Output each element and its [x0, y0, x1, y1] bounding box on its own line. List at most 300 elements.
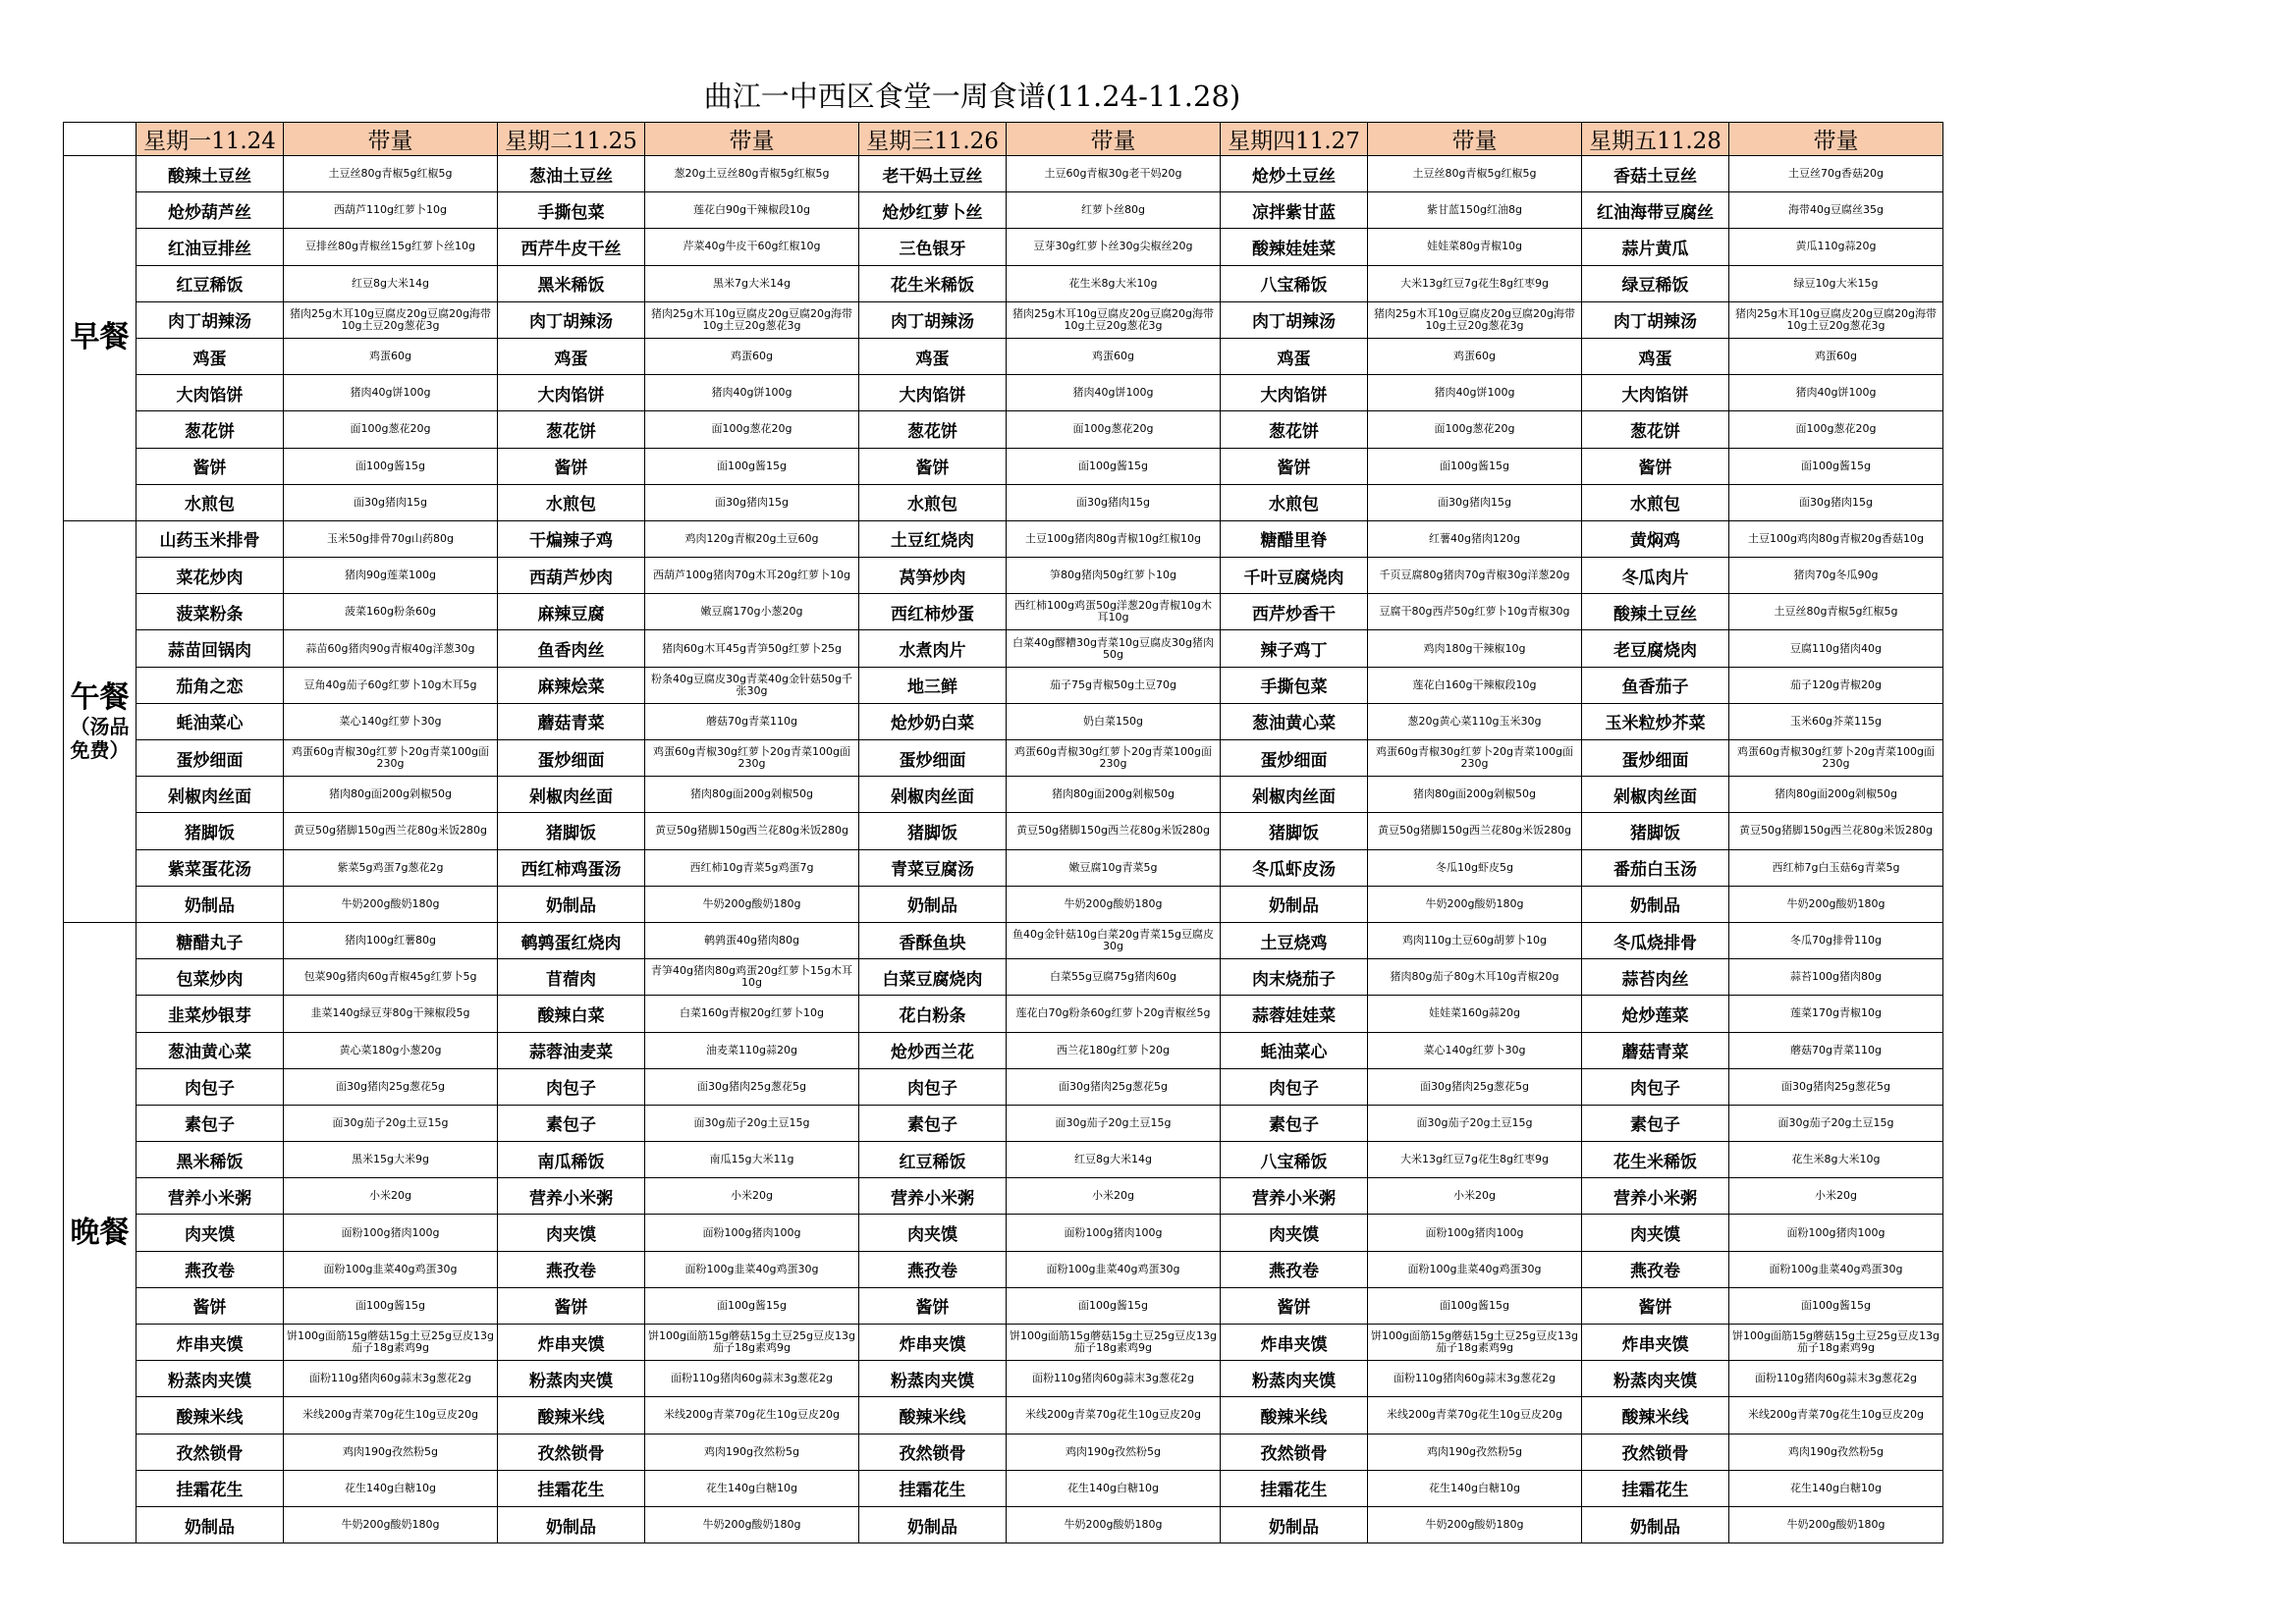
- dish-name: 酱饼: [137, 448, 284, 484]
- dish-quantity: 菠菜160g粉条60g: [284, 594, 498, 630]
- dish-name: 燕孜卷: [1582, 1251, 1729, 1287]
- header-row: [64, 123, 1943, 156]
- dish-name: 营养小米粥: [498, 1178, 645, 1215]
- dish-name: 营养小米粥: [859, 1178, 1007, 1215]
- dish-name: 肉丁胡辣汤: [1582, 301, 1729, 338]
- dish-quantity: 南瓜15g大米11g: [645, 1142, 859, 1178]
- dish-quantity: 面100g葱花20g: [1007, 411, 1221, 448]
- dish-quantity: 小米20g: [645, 1178, 859, 1215]
- dish-name: 奶制品: [1582, 886, 1729, 922]
- dish-name: 鸡蛋: [1221, 338, 1368, 374]
- dish-quantity: 面30g猪肉15g: [1368, 484, 1582, 520]
- dish-name: 西红柿鸡蛋汤: [498, 849, 645, 886]
- dish-quantity: 西兰花180g红萝卜20g: [1007, 1032, 1221, 1068]
- dish-quantity: 面100g葱花20g: [284, 411, 498, 448]
- header-thu-qty: 带量: [1368, 123, 1582, 156]
- dish-quantity: 土豆100g鸡肉80g青椒20g香菇10g: [1729, 520, 1943, 557]
- dish-name: 奶制品: [859, 886, 1007, 922]
- dish-name: 肉夹馍: [498, 1215, 645, 1251]
- dish-name: 奶制品: [1221, 1506, 1368, 1543]
- dish-name: 炝炒西兰花: [859, 1032, 1007, 1068]
- dish-name: 葱花饼: [1221, 411, 1368, 448]
- dish-quantity: 面粉100g猪肉100g: [1007, 1215, 1221, 1251]
- dish-quantity: 面粉100g韭菜40g鸡蛋30g: [284, 1251, 498, 1287]
- dish-quantity: 黄瓜110g蒜20g: [1729, 229, 1943, 265]
- dish-name: 鱼香肉丝: [498, 630, 645, 667]
- dish-quantity: 红豆8g大米14g: [284, 265, 498, 301]
- dish-name: 肉夹馍: [1221, 1215, 1368, 1251]
- dish-name: 奶制品: [859, 1506, 1007, 1543]
- dish-name: 凉拌紫甘蓝: [1221, 192, 1368, 229]
- dish-name: 手撕包菜: [498, 192, 645, 229]
- dish-name: 肉夹馍: [1582, 1215, 1729, 1251]
- dish-name: 黄焖鸡: [1582, 520, 1729, 557]
- menu-row: [64, 338, 1943, 374]
- dish-name: 麻辣豆腐: [498, 594, 645, 630]
- header-wed: 星期三11.26: [859, 123, 1007, 156]
- dish-name: 土豆烧鸡: [1221, 922, 1368, 958]
- dish-name: 香酥鱼块: [859, 922, 1007, 958]
- dish-quantity: 面粉100g韭菜40g鸡蛋30g: [1368, 1251, 1582, 1287]
- dish-quantity: 猪肉40g饼100g: [1729, 375, 1943, 411]
- dish-quantity: 鸡蛋60g: [1729, 338, 1943, 374]
- dish-name: 水煎包: [1221, 484, 1368, 520]
- dish-quantity: 饼100g面筋15g蘑菇15g土豆25g豆皮13g茄子18g素鸡9g: [1729, 1325, 1943, 1361]
- dish-name: 孜然锁骨: [1582, 1434, 1729, 1470]
- dish-quantity: 小米20g: [1729, 1178, 1943, 1215]
- dish-quantity: 米线200g青菜70g花生10g豆皮20g: [284, 1397, 498, 1434]
- dish-quantity: 面粉100g韭菜40g鸡蛋30g: [1729, 1251, 1943, 1287]
- dish-name: 红油海带豆腐丝: [1582, 192, 1729, 229]
- dish-quantity: 花生140g白糖10g: [1007, 1470, 1221, 1506]
- dish-name: 干煸辣子鸡: [498, 520, 645, 557]
- dish-name: 奶制品: [498, 886, 645, 922]
- dish-quantity: 菜心140g红萝卜30g: [284, 703, 498, 739]
- dish-name: 蛋炒细面: [859, 740, 1007, 777]
- dish-quantity: 面粉100g猪肉100g: [284, 1215, 498, 1251]
- dish-quantity: 黄豆50g猪脚150g西兰花80g米饭280g: [1007, 813, 1221, 849]
- dish-name: 水煎包: [859, 484, 1007, 520]
- dish-name: 剁椒肉丝面: [137, 777, 284, 813]
- dish-quantity: 黄豆50g猪脚150g西兰花80g米饭280g: [645, 813, 859, 849]
- dish-quantity: 冬瓜70g排骨110g: [1729, 922, 1943, 958]
- dish-name: 黑米稀饭: [498, 265, 645, 301]
- dish-name: 土豆红烧肉: [859, 520, 1007, 557]
- menu-row: [64, 301, 1943, 338]
- dish-quantity: 黄心菜180g小葱20g: [284, 1032, 498, 1068]
- dish-quantity: 面粉110g猪肉60g蒜末3g葱花2g: [1007, 1361, 1221, 1397]
- header-mon-qty: 带量: [284, 123, 498, 156]
- dish-name: 大肉馅饼: [498, 375, 645, 411]
- dish-quantity: 面30g茄子20g土豆15g: [284, 1105, 498, 1141]
- dish-quantity: 鸡肉110g土豆60g胡萝卜10g: [1368, 922, 1582, 958]
- menu-row: [64, 1361, 1943, 1397]
- dish-quantity: 面30g猪肉15g: [645, 484, 859, 520]
- dish-name: 炝炒奶白菜: [859, 703, 1007, 739]
- dish-name: 鹌鹑蛋红烧肉: [498, 922, 645, 958]
- dish-quantity: 小米20g: [1007, 1178, 1221, 1215]
- dish-name: 手撕包菜: [1221, 667, 1368, 703]
- dish-name: 蒜苔肉丝: [1582, 959, 1729, 996]
- meal-label: [64, 922, 137, 1543]
- dish-quantity: 面粉110g猪肉60g蒜末3g葱花2g: [284, 1361, 498, 1397]
- dish-name: 酸辣米线: [137, 1397, 284, 1434]
- dish-quantity: 面100g葱花20g: [645, 411, 859, 448]
- menu-row: [64, 1397, 1943, 1434]
- dish-quantity: 鸡蛋60g青椒30g红萝卜20g青菜100g面230g: [1007, 740, 1221, 777]
- dish-quantity: 大米13g红豆7g花生8g红枣9g: [1368, 265, 1582, 301]
- dish-quantity: 土豆丝70g香菇20g: [1729, 156, 1943, 192]
- dish-name: 奶制品: [1582, 1506, 1729, 1543]
- dish-name: 葱花饼: [1582, 411, 1729, 448]
- dish-quantity: 猪肉80g面200g剁椒50g: [1007, 777, 1221, 813]
- dish-quantity: 豆排丝80g青椒丝15g红萝卜丝10g: [284, 229, 498, 265]
- dish-quantity: 牛奶200g酸奶180g: [1007, 886, 1221, 922]
- dish-quantity: 绿豆10g大米15g: [1729, 265, 1943, 301]
- dish-name: 肉丁胡辣汤: [137, 301, 284, 338]
- dish-name: 孜然锁骨: [498, 1434, 645, 1470]
- dish-quantity: 面100g酱15g: [284, 1287, 498, 1324]
- dish-name: 燕孜卷: [859, 1251, 1007, 1287]
- dish-name: 花白粉条: [859, 996, 1007, 1032]
- dish-name: 酸辣米线: [1221, 1397, 1368, 1434]
- dish-quantity: 豆腐干80g西芹50g红萝卜10g青椒30g: [1368, 594, 1582, 630]
- dish-quantity: 海带40g豆腐丝35g: [1729, 192, 1943, 229]
- dish-name: 八宝稀饭: [1221, 265, 1368, 301]
- dish-name: 鸡蛋: [1582, 338, 1729, 374]
- dish-quantity: 蒜苗60g猪肉90g青椒40g洋葱30g: [284, 630, 498, 667]
- dish-name: 白菜豆腐烧肉: [859, 959, 1007, 996]
- dish-name: 肉末烧茄子: [1221, 959, 1368, 996]
- dish-quantity: 猪肉40g饼100g: [1368, 375, 1582, 411]
- dish-quantity: 花生米8g大米10g: [1729, 1142, 1943, 1178]
- dish-quantity: 饼100g面筋15g蘑菇15g土豆25g豆皮13g茄子18g素鸡9g: [645, 1325, 859, 1361]
- menu-row: [64, 1506, 1943, 1543]
- dish-quantity: 牛奶200g酸奶180g: [1368, 886, 1582, 922]
- dish-name: 肉夹馍: [859, 1215, 1007, 1251]
- dish-name: 千叶豆腐烧肉: [1221, 558, 1368, 594]
- dish-name: 蚝油菜心: [1221, 1032, 1368, 1068]
- dish-quantity: 面30g茄子20g土豆15g: [1729, 1105, 1943, 1141]
- dish-name: 绿豆稀饭: [1582, 265, 1729, 301]
- dish-quantity: 面粉100g猪肉100g: [1729, 1215, 1943, 1251]
- dish-name: 酱饼: [1582, 448, 1729, 484]
- dish-quantity: 茄子75g青椒50g土豆70g: [1007, 667, 1221, 703]
- dish-quantity: 土豆丝80g青椒5g红椒5g: [1368, 156, 1582, 192]
- dish-name: 酸辣娃娃菜: [1221, 229, 1368, 265]
- dish-quantity: 茄子120g青椒20g: [1729, 667, 1943, 703]
- dish-quantity: 笋80g猪肉50g红萝卜10g: [1007, 558, 1221, 594]
- menu-row: [64, 192, 1943, 229]
- dish-quantity: 西红柿100g鸡蛋50g洋葱20g青椒10g木耳10g: [1007, 594, 1221, 630]
- dish-quantity: 面30g茄子20g土豆15g: [1007, 1105, 1221, 1141]
- dish-name: 冬瓜虾皮汤: [1221, 849, 1368, 886]
- dish-name: 葱花饼: [137, 411, 284, 448]
- dish-quantity: 豆角40g茄子60g红萝卜10g木耳5g: [284, 667, 498, 703]
- dish-quantity: 面粉100g韭菜40g鸡蛋30g: [1007, 1251, 1221, 1287]
- dish-name: 大肉馅饼: [1221, 375, 1368, 411]
- dish-quantity: 白菜160g青椒20g红萝卜10g: [645, 996, 859, 1032]
- dish-quantity: 鸡蛋60g青椒30g红萝卜20g青菜100g面230g: [1368, 740, 1582, 777]
- dish-quantity: 面粉110g猪肉60g蒜末3g葱花2g: [645, 1361, 859, 1397]
- dish-quantity: 鱼40g金针菇10g白菜20g青菜15g豆腐皮30g: [1007, 922, 1221, 958]
- dish-name: 营养小米粥: [1221, 1178, 1368, 1215]
- dish-quantity: 紫菜5g鸡蛋7g葱花2g: [284, 849, 498, 886]
- dish-name: 剁椒肉丝面: [859, 777, 1007, 813]
- dish-name: 大肉馅饼: [1582, 375, 1729, 411]
- dish-quantity: 面30g猪肉15g: [1729, 484, 1943, 520]
- dish-name: 炝炒莲菜: [1582, 996, 1729, 1032]
- dish-name: 奶制品: [137, 1506, 284, 1543]
- dish-name: 蒜苗回锅肉: [137, 630, 284, 667]
- dish-name: 炸串夹馍: [1221, 1325, 1368, 1361]
- dish-quantity: 小米20g: [284, 1178, 498, 1215]
- dish-quantity: 面100g葱花20g: [1368, 411, 1582, 448]
- dish-name: 奶制品: [498, 1506, 645, 1543]
- dish-quantity: 猪肉80g面200g剁椒50g: [645, 777, 859, 813]
- dish-quantity: 猪肉25g木耳10g豆腐皮20g豆腐20g海带10g土豆20g葱花3g: [645, 301, 859, 338]
- dish-name: 包菜炒肉: [137, 959, 284, 996]
- dish-quantity: 土豆60g青椒30g老干妈20g: [1007, 156, 1221, 192]
- dish-quantity: 包菜90g猪肉60g青椒45g红萝卜5g: [284, 959, 498, 996]
- dish-name: 鸡蛋: [859, 338, 1007, 374]
- menu-row: [64, 777, 1943, 813]
- dish-name: 肉包子: [859, 1068, 1007, 1105]
- dish-quantity: 牛奶200g酸奶180g: [645, 1506, 859, 1543]
- dish-quantity: 冬瓜10g虾皮5g: [1368, 849, 1582, 886]
- dish-quantity: 牛奶200g酸奶180g: [1368, 1506, 1582, 1543]
- dish-quantity: 蘑菇70g青菜110g: [1729, 1032, 1943, 1068]
- meal-name: 晚餐: [70, 1215, 130, 1250]
- dish-quantity: 面100g酱15g: [1368, 448, 1582, 484]
- dish-name: 营养小米粥: [137, 1178, 284, 1215]
- dish-quantity: 葱20g黄心菜110g玉米30g: [1368, 703, 1582, 739]
- dish-quantity: 青笋40g猪肉80g鸡蛋20g红萝卜15g木耳10g: [645, 959, 859, 996]
- dish-quantity: 鸡肉190g孜然粉5g: [1007, 1434, 1221, 1470]
- dish-name: 猪脚饭: [498, 813, 645, 849]
- menu-row: [64, 740, 1943, 777]
- dish-name: 西红柿炒蛋: [859, 594, 1007, 630]
- dish-quantity: 花生140g白糖10g: [1368, 1470, 1582, 1506]
- dish-quantity: 面30g茄子20g土豆15g: [1368, 1105, 1582, 1141]
- menu-row: [64, 1105, 1943, 1141]
- dish-quantity: 黄豆50g猪脚150g西兰花80g米饭280g: [1729, 813, 1943, 849]
- dish-quantity: 娃娃菜160g蒜20g: [1368, 996, 1582, 1032]
- dish-name: 黑米稀饭: [137, 1142, 284, 1178]
- dish-quantity: 鸡肉120g青椒20g土豆60g: [645, 520, 859, 557]
- dish-name: 肉包子: [498, 1068, 645, 1105]
- dish-name: 酸辣米线: [1582, 1397, 1729, 1434]
- header-blank: [64, 123, 137, 156]
- dish-quantity: 猪肉100g红薯80g: [284, 922, 498, 958]
- dish-name: 挂霜花生: [498, 1470, 645, 1506]
- dish-quantity: 菜心140g红萝卜30g: [1368, 1032, 1582, 1068]
- dish-name: 剁椒肉丝面: [498, 777, 645, 813]
- dish-name: 辣子鸡丁: [1221, 630, 1368, 667]
- dish-name: 红油豆排丝: [137, 229, 284, 265]
- dish-name: 紫菜蛋花汤: [137, 849, 284, 886]
- dish-name: 三色银牙: [859, 229, 1007, 265]
- dish-name: 大肉馅饼: [859, 375, 1007, 411]
- dish-name: 酸辣土豆丝: [137, 156, 284, 192]
- dish-quantity: 娃娃菜80g青椒10g: [1368, 229, 1582, 265]
- dish-quantity: 面粉110g猪肉60g蒜末3g葱花2g: [1368, 1361, 1582, 1397]
- dish-name: 茄角之恋: [137, 667, 284, 703]
- dish-name: 香菇土豆丝: [1582, 156, 1729, 192]
- dish-quantity: 牛奶200g酸奶180g: [284, 1506, 498, 1543]
- dish-quantity: 面100g酱15g: [1007, 1287, 1221, 1324]
- dish-quantity: 猪肉25g木耳10g豆腐皮20g豆腐20g海带10g土豆20g葱花3g: [1729, 301, 1943, 338]
- dish-name: 酱饼: [498, 448, 645, 484]
- dish-quantity: 面100g酱15g: [1729, 448, 1943, 484]
- dish-quantity: 黄豆50g猪脚150g西兰花80g米饭280g: [1368, 813, 1582, 849]
- dish-name: 蚝油菜心: [137, 703, 284, 739]
- dish-quantity: 西红柿7g白玉菇6g青菜5g: [1729, 849, 1943, 886]
- menu-row: [64, 667, 1943, 703]
- dish-quantity: 土豆丝80g青椒5g红椒5g: [284, 156, 498, 192]
- dish-name: 花生米稀饭: [1582, 1142, 1729, 1178]
- dish-name: 苜蓿肉: [498, 959, 645, 996]
- weekly-menu-table: [63, 122, 1943, 1543]
- header-thu: 星期四11.27: [1221, 123, 1368, 156]
- menu-row: [64, 411, 1943, 448]
- dish-quantity: 鸡肉180g干辣椒10g: [1368, 630, 1582, 667]
- dish-quantity: 猪肉40g饼100g: [1007, 375, 1221, 411]
- menu-row: [64, 996, 1943, 1032]
- dish-name: 鸡蛋: [498, 338, 645, 374]
- dish-quantity: 面30g猪肉15g: [284, 484, 498, 520]
- dish-quantity: 鸡蛋60g: [284, 338, 498, 374]
- dish-name: 酱饼: [859, 1287, 1007, 1324]
- dish-name: 炸串夹馍: [498, 1325, 645, 1361]
- dish-name: 素包子: [1221, 1105, 1368, 1141]
- dish-quantity: 西葫芦110g红萝卜10g: [284, 192, 498, 229]
- dish-name: 葱油黄心菜: [1221, 703, 1368, 739]
- dish-name: 红豆稀饭: [137, 265, 284, 301]
- dish-name: 鸡蛋: [137, 338, 284, 374]
- dish-quantity: 红豆8g大米14g: [1007, 1142, 1221, 1178]
- dish-name: 奶制品: [1221, 886, 1368, 922]
- dish-quantity: 蒜苔100g猪肉80g: [1729, 959, 1943, 996]
- header-tue-qty: 带量: [645, 123, 859, 156]
- dish-name: 蛋炒细面: [1221, 740, 1368, 777]
- dish-quantity: 饼100g面筋15g蘑菇15g土豆25g豆皮13g茄子18g素鸡9g: [284, 1325, 498, 1361]
- dish-quantity: 芹菜40g牛皮干60g红椒10g: [645, 229, 859, 265]
- dish-quantity: 面30g猪肉25g葱花5g: [645, 1068, 859, 1105]
- header-fri-qty: 带量: [1729, 123, 1943, 156]
- menu-row: [64, 849, 1943, 886]
- dish-quantity: 饼100g面筋15g蘑菇15g土豆25g豆皮13g茄子18g素鸡9g: [1007, 1325, 1221, 1361]
- dish-name: 糖醋丸子: [137, 922, 284, 958]
- dish-quantity: 紫甘蓝150g红油8g: [1368, 192, 1582, 229]
- dish-name: 剁椒肉丝面: [1221, 777, 1368, 813]
- dish-name: 燕孜卷: [498, 1251, 645, 1287]
- dish-quantity: 豆腐110g猪肉40g: [1729, 630, 1943, 667]
- menu-row: [64, 1325, 1943, 1361]
- dish-quantity: 黄豆50g猪脚150g西兰花80g米饭280g: [284, 813, 498, 849]
- dish-quantity: 葱20g土豆丝80g青椒5g红椒5g: [645, 156, 859, 192]
- dish-quantity: 鸡蛋60g: [645, 338, 859, 374]
- dish-name: 菜花炒肉: [137, 558, 284, 594]
- dish-quantity: 面100g葱花20g: [1729, 411, 1943, 448]
- dish-name: 水煎包: [137, 484, 284, 520]
- dish-name: 青菜豆腐汤: [859, 849, 1007, 886]
- dish-quantity: 米线200g青菜70g花生10g豆皮20g: [1368, 1397, 1582, 1434]
- menu-row: [64, 1178, 1943, 1215]
- dish-name: 营养小米粥: [1582, 1178, 1729, 1215]
- dish-quantity: 面粉100g韭菜40g鸡蛋30g: [645, 1251, 859, 1287]
- menu-row: [64, 229, 1943, 265]
- dish-quantity: 油麦菜110g蒜20g: [645, 1032, 859, 1068]
- header-wed-qty: 带量: [1007, 123, 1221, 156]
- header-tue: 星期二11.25: [498, 123, 645, 156]
- meal-note: （汤品免费）: [70, 714, 130, 762]
- meal-label: [64, 520, 137, 922]
- dish-quantity: 小米20g: [1368, 1178, 1582, 1215]
- meal-label: [64, 156, 137, 521]
- dish-name: 糖醋里脊: [1221, 520, 1368, 557]
- dish-quantity: 猪肉80g面200g剁椒50g: [284, 777, 498, 813]
- dish-quantity: 猪肉90g莲菜100g: [284, 558, 498, 594]
- menu-row: [64, 1215, 1943, 1251]
- dish-name: 肉包子: [1582, 1068, 1729, 1105]
- dish-name: 蘑菇青菜: [498, 703, 645, 739]
- dish-name: 猪脚饭: [1582, 813, 1729, 849]
- dish-name: 猪脚饭: [137, 813, 284, 849]
- menu-row: [64, 1434, 1943, 1470]
- dish-name: 蛋炒细面: [498, 740, 645, 777]
- dish-quantity: 土豆丝80g青椒5g红椒5g: [1729, 594, 1943, 630]
- dish-quantity: 面30g猪肉25g葱花5g: [1729, 1068, 1943, 1105]
- dish-quantity: 白菜55g豆腐75g猪肉60g: [1007, 959, 1221, 996]
- dish-quantity: 牛奶200g酸奶180g: [645, 886, 859, 922]
- dish-name: 粉蒸肉夹馍: [137, 1361, 284, 1397]
- menu-row: [64, 1032, 1943, 1068]
- dish-quantity: 鸡蛋60g青椒30g红萝卜20g青菜100g面230g: [284, 740, 498, 777]
- dish-name: 酱饼: [498, 1287, 645, 1324]
- dish-name: 西芹炒香干: [1221, 594, 1368, 630]
- dish-quantity: 鸡蛋60g青椒30g红萝卜20g青菜100g面230g: [645, 740, 859, 777]
- dish-quantity: 鸡肉190g孜然粉5g: [1368, 1434, 1582, 1470]
- menu-row: [64, 813, 1943, 849]
- menu-row: [64, 1068, 1943, 1105]
- dish-name: 蛋炒细面: [1582, 740, 1729, 777]
- dish-quantity: 面粉100g猪肉100g: [645, 1215, 859, 1251]
- dish-name: 炝炒红萝卜丝: [859, 192, 1007, 229]
- menu-row: [64, 886, 1943, 922]
- dish-quantity: 黑米7g大米14g: [645, 265, 859, 301]
- dish-name: 素包子: [1582, 1105, 1729, 1141]
- dish-quantity: 鸡蛋60g: [1007, 338, 1221, 374]
- menu-body: [64, 156, 1943, 1543]
- dish-name: 挂霜花生: [1582, 1470, 1729, 1506]
- dish-name: 挂霜花生: [137, 1470, 284, 1506]
- dish-name: 莴笋炒肉: [859, 558, 1007, 594]
- dish-name: 酸辣土豆丝: [1582, 594, 1729, 630]
- dish-name: 酱饼: [1221, 448, 1368, 484]
- dish-name: 西葫芦炒肉: [498, 558, 645, 594]
- dish-name: 老干妈土豆丝: [859, 156, 1007, 192]
- dish-name: 肉丁胡辣汤: [859, 301, 1007, 338]
- dish-name: 孜然锁骨: [137, 1434, 284, 1470]
- dish-quantity: 大米13g红豆7g花生8g红枣9g: [1368, 1142, 1582, 1178]
- dish-quantity: 粉条40g豆腐皮30g青菜40g金针菇50g千张30g: [645, 667, 859, 703]
- dish-name: 酸辣白菜: [498, 996, 645, 1032]
- dish-name: 冬瓜烧排骨: [1582, 922, 1729, 958]
- menu-row: [64, 922, 1943, 958]
- dish-quantity: 莲花白90g干辣椒段10g: [645, 192, 859, 229]
- dish-quantity: 面30g猪肉25g葱花5g: [284, 1068, 498, 1105]
